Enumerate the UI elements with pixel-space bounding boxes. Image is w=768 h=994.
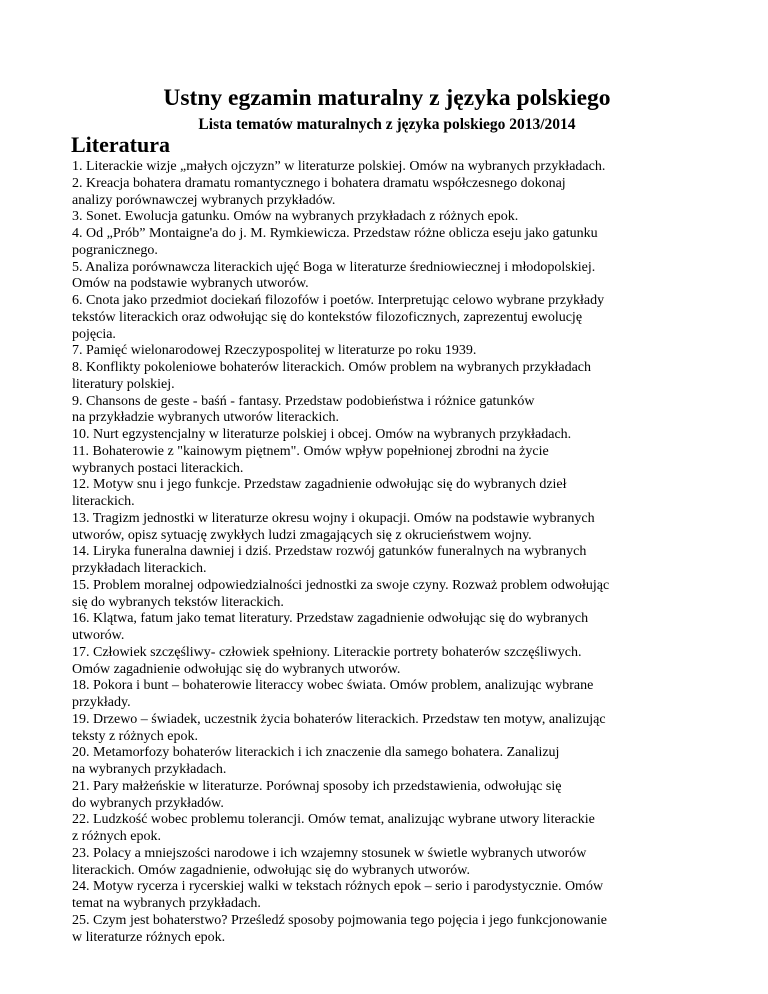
topic-item [72,678,702,712]
topic-item [72,645,702,679]
topic-line: 9. Chansons de geste - baśń - fantasy. Przedstaw podobieństwa i różnice gatunków [72,393,535,409]
topic-line: literackich. [72,494,135,509]
topic-line: pogranicznego. [72,242,158,258]
document-page [72,84,702,946]
topic-item [72,477,702,511]
topic-line: 15. Problem moralnej odpowiedzialności jednostki za swoje czyny. Rozważ problem odwołując [72,577,610,593]
topic-item [72,712,702,746]
topic-line: 11. Bohaterowie z "kainowym piętnem". Omów wpływ popełnionej zbrodni na życie [72,443,549,459]
document-title: Ustny egzamin maturalny z języka polskiego [163,85,611,111]
topic-item [72,611,702,645]
topic-item [72,226,702,260]
topic-line: do wybranych przykładów. [72,795,224,811]
topic-line: 18. Pokora i bunt – bohaterowie literaccy wobec świata. Omów problem, analizując wybrane [72,678,594,694]
topic-item [72,343,702,360]
topic-line: 3. Sonet. Ewolucja gatunku. Omów na wybranych przykładach z różnych epok. [72,209,519,225]
topic-item [72,779,702,813]
topic-line: pojęcia. [72,326,116,342]
topic-line: 5. Analiza porównawcza literackich ujęć Boga w literaturze średniowiecznej i młodopolskiej. [72,259,596,275]
topic-item [72,360,702,394]
topic-line: 6. Cnota jako przedmiot dociekań filozofów i poetów. Interpretując celowo wybrane przykłady [72,293,605,308]
topic-item [72,578,702,612]
topic-line: 4. Od „Prób” Montaigne'a do j. M. Rymkiewicza. Przedstaw różne oblicza eseju jako gatunku [72,226,598,241]
topic-item [72,394,702,428]
topic-line: teksty z różnych epok. [72,728,198,744]
topic-line: wybranych postaci literackich. [72,460,244,476]
topic-line: przykłady. [72,695,131,710]
topic-line: 1. Literackie wizje „małych ojczyzn” w literaturze polskiej. Omów na wybranych przykładach. [72,159,606,174]
topic-line: w literaturze różnych epok. [72,929,226,945]
topic-line: temat na wybranych przykładach. [72,896,261,911]
topic-line: 13. Tragizm jednostki w literaturze okresu wojny i okupacji. Omów na podstawie wybranych [72,510,595,526]
topic-item [72,209,702,226]
topic-line: 20. Metamorfozy bohaterów literackich i ich znaczenie dla samego bohatera. Zanalizuj [72,745,560,761]
topic-item [72,913,702,947]
topic-item [72,544,702,578]
topic-item [72,260,702,294]
topic-line: przykładach literackich. [72,561,207,576]
topic-line: 12. Motyw snu i jego funkcje. Przedstaw zagadnienie odwołując się do wybranych dzieł [72,477,567,493]
topic-line: Omów na podstawie wybranych utworów. [72,276,309,292]
topic-line: z różnych epok. [72,829,162,844]
topic-item [72,159,702,176]
topic-item [72,846,702,880]
topic-line: 7. Pamięć wielonarodowej Rzeczypospolitej w literaturze po roku 1939. [72,343,477,359]
topic-line: 17. Człowiek szczęśliwy- człowiek spełniony. Literackie portrety bohaterów szczęśliwych. [72,644,582,660]
topic-line: 2. Kreacja bohatera dramatu romantycznego i bohatera dramatu współczesnego dokonaj [72,175,566,191]
topic-line: 21. Pary małżeńskie w literaturze. Porównaj sposoby ich przedstawienia, odwołując się [72,778,562,794]
topic-line: literackich. Omów zagadnienie, odwołując się do wybranych utworów. [72,862,470,878]
topic-line: 23. Polacy a mniejszości narodowe i ich wzajemny stosunek w świetle wybranych utworów [72,845,587,861]
topic-line: utworów, opisz sytuację zwykłych ludzi zmagających się z okrucieństwem wojny. [72,527,532,543]
topic-line: literatury polskiej. [72,376,175,392]
topic-item [72,293,702,343]
topic-line: na wybranych przykładach. [72,762,227,777]
topic-line: Omów zagadnienie odwołując się do wybranych utworów. [72,661,401,677]
topic-item [72,176,702,210]
topic-line: utworów. [72,628,125,643]
topic-line: tekstów literackich oraz odwołując się do kontekstów filozoficznych, zaprezentuj ewolucję [72,309,583,325]
topic-line: 16. Klątwa, fatum jako temat literatury. Przedstaw zagadnienie odwołując się do wybranych [72,611,589,627]
topic-item [72,879,702,913]
topic-item [72,812,702,846]
topic-item [72,427,702,444]
topic-line: 24. Motyw rycerza i rycerskiej walki w tekstach różnych epok – serio i parodystycznie. Omów [72,879,604,895]
topic-line: 22. Ludzkość wobec problemu tolerancji. Omów temat, analizując wybrane utwory literackie [72,812,595,828]
topic-line: się do wybranych tekstów literackich. [72,594,284,610]
topic-line: 19. Drzewo – świadek, uczestnik życia bohaterów literackich. Przedstaw ten motyw, analizując [72,711,606,727]
topic-line: 10. Nurt egzystencjalny w literaturze polskiej i obcej. Omów na wybranych przykładach. [72,427,572,442]
topic-item [72,444,702,478]
topic-item [72,745,702,779]
topic-line: na przykładzie wybranych utworów literackich. [72,410,340,426]
document-subtitle: Lista tematów maturalnych z języka polskiego 2013/2014 [198,116,576,133]
topic-list [72,159,702,946]
section-heading-literatura: Literatura [71,132,170,157]
topic-item [72,511,702,545]
topic-line: analizy porównawczej wybranych przykładów. [72,192,336,208]
topic-line: 25. Czym jest bohaterstwo? Prześledź sposoby pojmowania tego pojęcia i jego funkcjonowanie [72,912,607,928]
topic-line: 8. Konflikty pokoleniowe bohaterów literackich. Omów problem na wybranych przykładach [72,360,592,375]
topic-line: 14. Liryka funeralna dawniej i dziś. Przedstaw rozwój gatunków funeralnych na wybranych [72,544,587,560]
